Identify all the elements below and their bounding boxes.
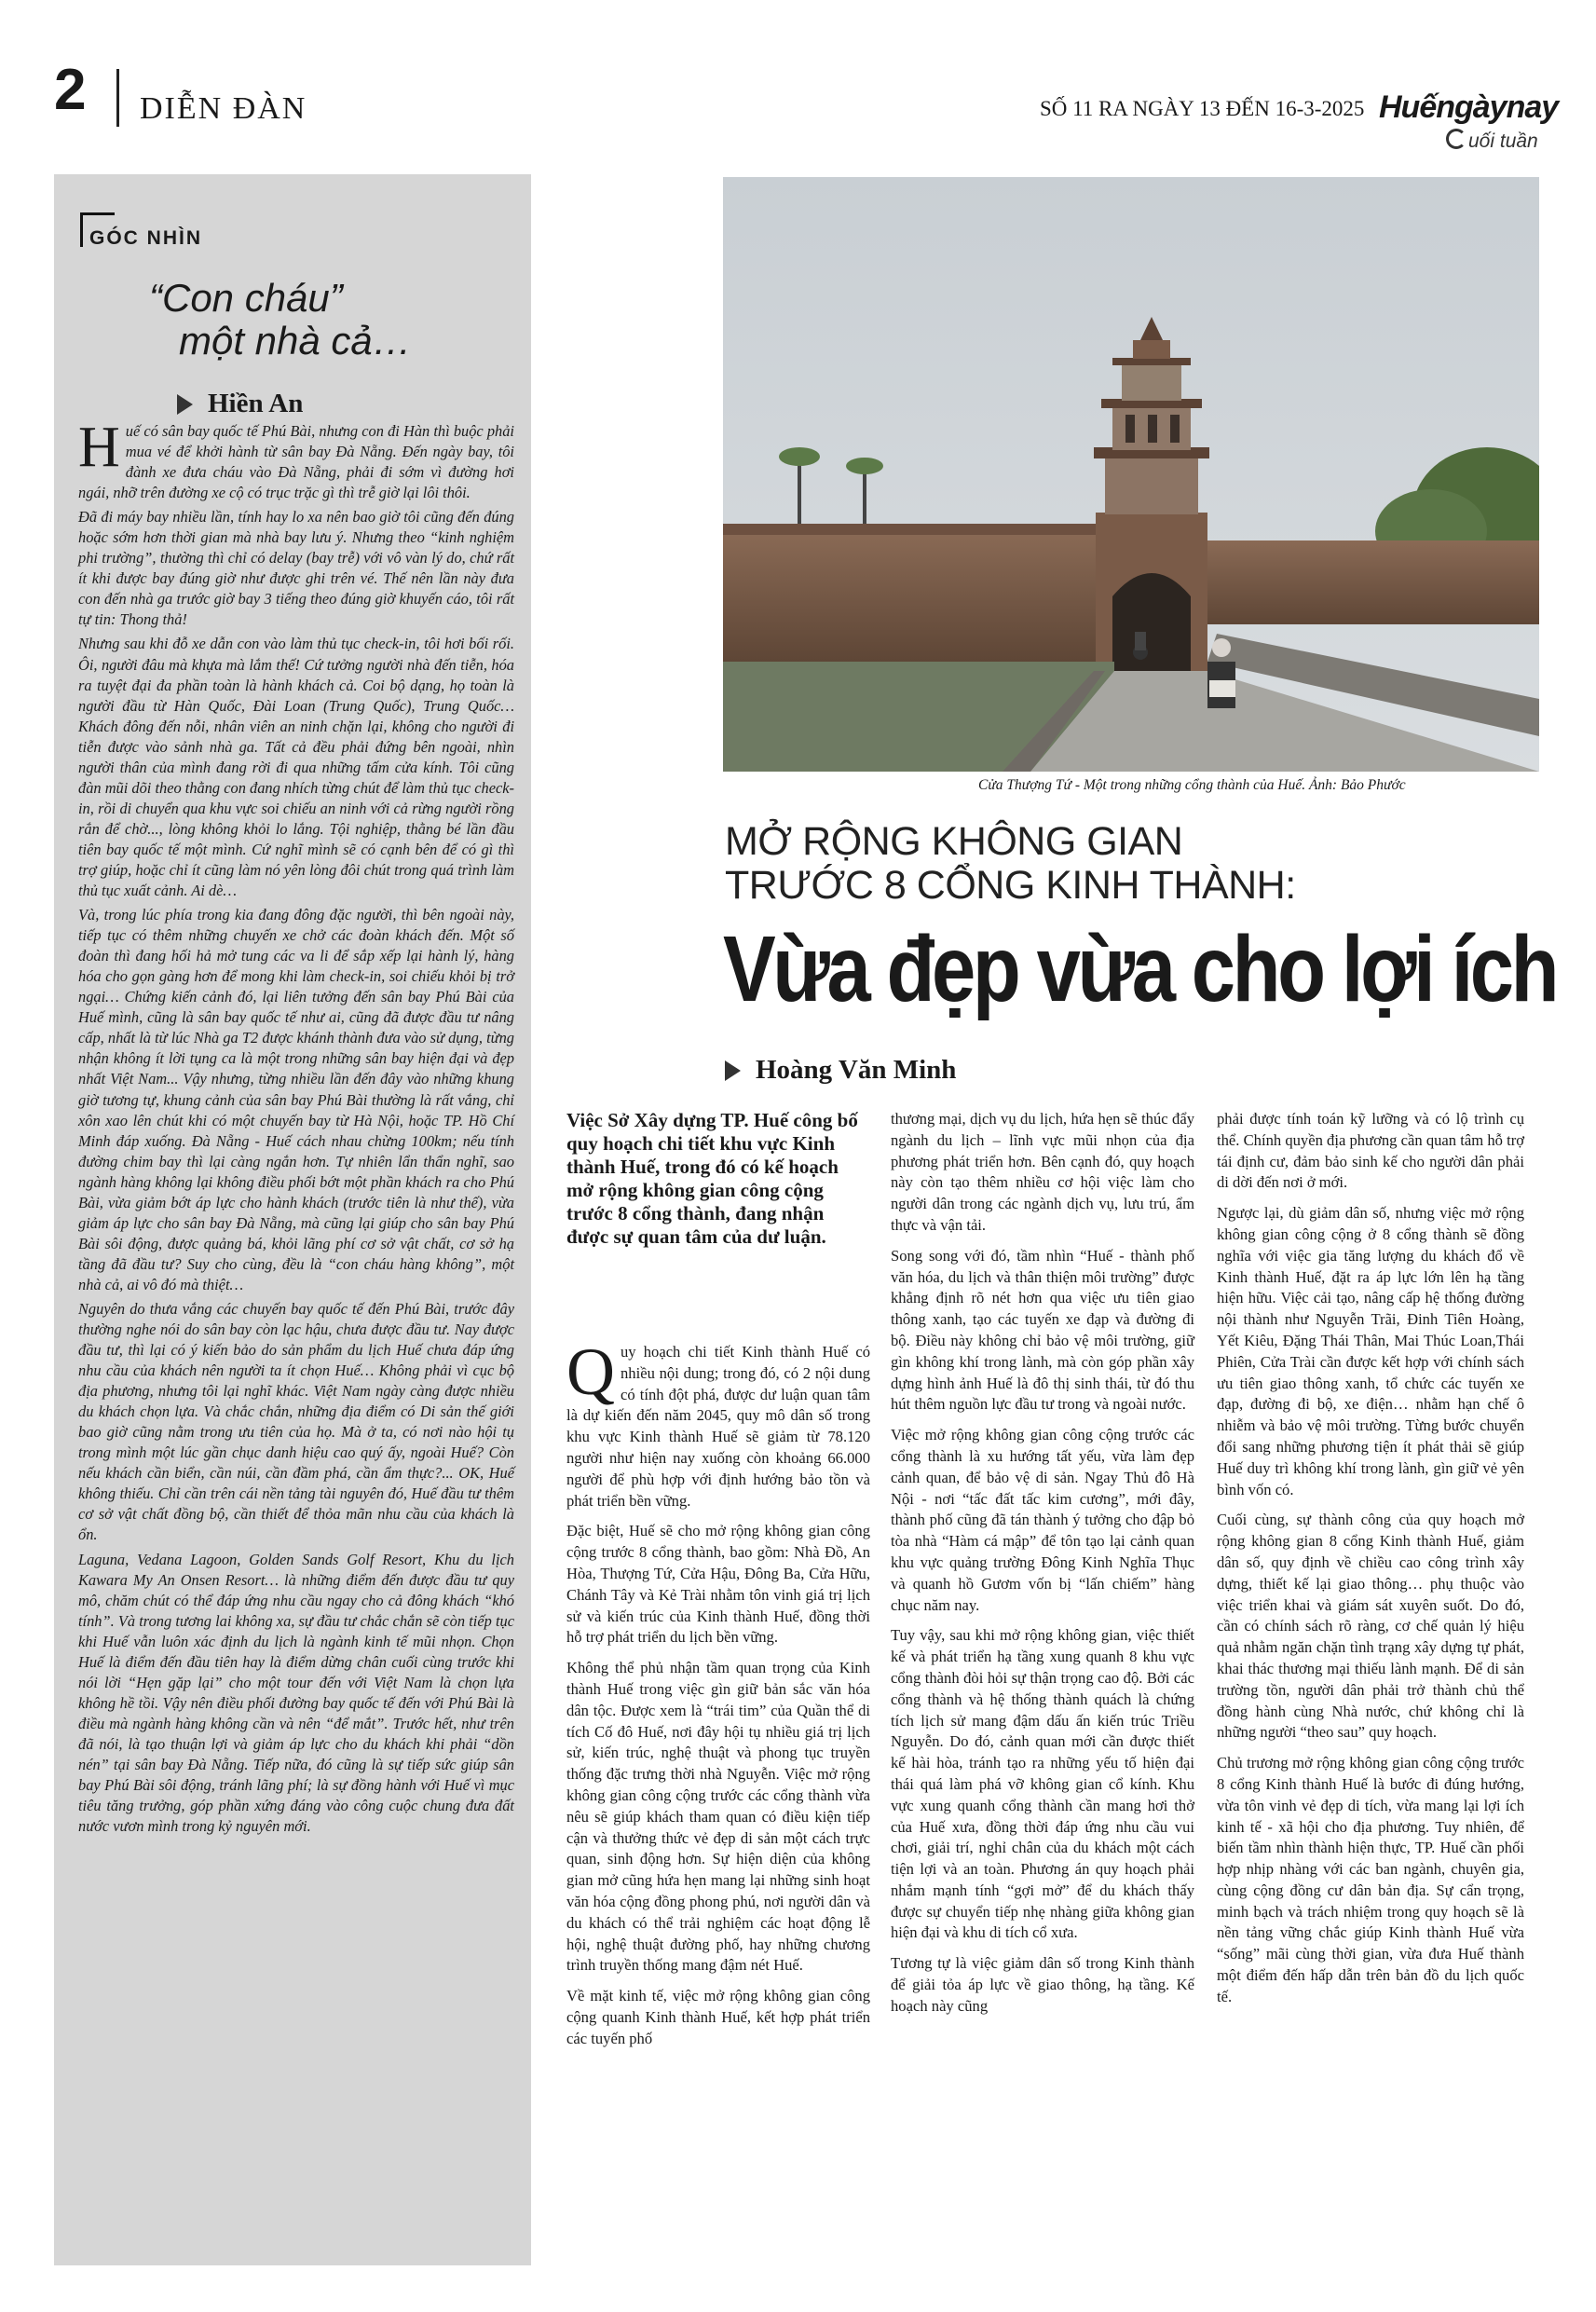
kicker-line1: MỞ RỘNG KHÔNG GIAN bbox=[725, 819, 1183, 864]
sidebar-paragraph-text: uế có sân bay quốc tế Phú Bài, nhưng con đi Hàn thì buộc phải mua vé để khởi hành từ sân bay Đà Nẵng. Đến ngày bay, tôi đành xe đưa cháu vào Đà Nẵng, phải đi sớm vì đường hơi ngái, nhỡ trên đường xe cộ có trục trặc gì thì trễ giờ lại lôi thôi. bbox=[78, 422, 514, 502]
sidebar-paragraph: Và, trong lúc phía trong kia đang đông đặc người, thì bên ngoài này, tiếp tục có thêm những chuyến xe chở các đoàn khách đến. Một số đoàn thì đang hối hả mở tung các va li để sắp xếp lại hành lý, hàng hóa cho gọn gàng hơn để mong khi làm check-in, soi chiếu khỏi bị trở ngại… Chứng kiến cảnh đó, lại liên tưởng đến sân bay Phú Bài của Huế mình, cũng là sân bay quốc tế như ai, cũng đã được đầu tư nâng cấp, nhất là từ lúc Nhà ga T2 được khánh thành đưa vào sử dụng, từng nhận không ít lời tụng ca là một trong những sân bay hiện đại và đẹp nhất Việt Nam... Vậy nhưng, từng nhiều lần đến đây vào những khung giờ tương tự, khung cảnh của sân bay Phú Bài thường là rất vắng, chỉ xôn xao lên chút khi có một chuyến bay từ Hà Nội, hoặc TP. Hồ Chí Minh đáp xuống. Đà Nẵng - Huế cách nhau chừng 100km; nếu tính đường chim bay thì lại càng ngắn hơn. Tự nhiên lẩn thẩn nghĩ, sao ngành hàng không lại không điều phối bớt một phần khách ra cho Phú Bài, vừa giảm bớt áp lực cho hành khách (trước tiên là như thế), vừa giảm áp lực cho sân bay Đà Nẵng, mà cũng lại giúp cho sân bay Phú Bài sôi động, được quảng bá, khỏi lãng phí cơ sở vật chất, cơ sở hạ tầng đã đầu tư? Suy cho cùng, đều là “con cháu hàng không”, một nhà cả, ai vô đó mà thiệt… bbox=[78, 906, 514, 1293]
article-paragraph: Ngược lại, dù giảm dân số, nhưng việc mở rộng không gian công cộng ở 8 cổng thành sẽ đồng nghĩa với việc gia tăng lượng du khách đổ về Kinh thành Huế, đặt ra áp lực lớn lên hạ tầng hiện hữu. Việc cải tạo, nâng cấp hệ thống đường nội thành như Nguyễn Trãi, Đinh Tiên Hoàng, Yết Kiêu, Đặng Thái Thân, Mai Thúc Loan,Thái Phiên, Cửa Trài cần được kết hợp với chính sách ưu tiên giao thông xanh, tổ chức các tuyến xe đạp, đường đi bộ, xe điện… nhằm hạn chế ô nhiễm và bảo vệ môi trường. Từng bước chuyển đổi sang những phương tiện ít phát thải sẽ giúp Huế duy trì không khí trong lành, gìn giữ vẻ yên bình vốn có. bbox=[1217, 1204, 1524, 1498]
sidebar-paragraph: Nguyên do thưa vắng các chuyến bay quốc tế đến Phú Bài, trước đây thường nghe nói do sân bay còn lạc hậu, chưa được đầu tư. Nay được đầu tư, thì lại có ý kiến bảo do sản phẩm du lịch Huế chưa đáp ứng nhu cầu của khách nên người ta ít chọn Huế… Không phải vì cục bộ địa phương, nhưng tôi lại nghĩ khác. Việt Nam ngày càng được nhiều du khách chọn lựa. Và chắc chắn, những địa điểm có Di sản thế giới bao giờ cũng nằm trong ưu tiên của họ. Mà ở ta, có nơi nào hội tụ trong mình một lúc gần chục danh hiệu cao quý ấy, ngoài Huế? Còn nếu khách cần biển, cần núi, cần đầm phá, cần ẩm thực?... OK, Huế không thiếu. Chỉ cần trên cái nền tảng tài nguyên đó, Huế đầu tư thêm cơ sở vật chất đồng bộ, cần thiết để thỏa mãn nhu cầu của khách là ổn. bbox=[78, 1299, 514, 1544]
sidebar-paragraph: Laguna, Vedana Lagoon, Golden Sands Golf Resort, Khu du lịch Kawara My An Onsen Resort… là những điểm đến được đầu tư quy mô, chăm chút có thể đáp ứng nhu cầu ngay cho cả đông khách “khó tính”. Và trong tương lai không xa, sự đầu tư chắc chắn sẽ còn tiếp tục khi Huế vẫn luôn xác định du lịch là ngành kinh tế mũi nhọn. Chọn Huế là điểm đến đầu tiên hay là điểm dừng chân cuối cùng trước khi nói lời “Hẹn gặp lại” cho một tour đến với Việt Nam là chọn lựa không hề tồi. Vậy nên điều phối đường bay quốc tế đến với Phú Bài là điều mà ngành hàng không cần và nên “để mắt”. Trước hết, như trên đã nói, là tạo thuận lợi và giảm áp lực cho du khách khi phải “dồn nén” tại sân bay Đà Nẵng. Tiếp nữa, đó cũng là sự tiếp sức giúp sân bay Phú Bài sôi động, tránh lãng phí; là sự đồng hành với Huế vì mục tiêu tăng trưởng, góp phần xứng đáng vào công cuộc chung đưa đất nước vươn mình trong kỷ nguyên mới. bbox=[78, 1550, 514, 1836]
article-paragraph: phải được tính toán kỹ lưỡng và có lộ trình cụ thể. Chính quyền địa phương cần quan tâm hỗ trợ tái định cư, đảm bảo sinh kế cho người dân phải di dời đến nơi ở mới. bbox=[1217, 1110, 1524, 1192]
article-column-1 bbox=[566, 1334, 870, 2059]
byline-arrow-icon bbox=[177, 394, 193, 415]
sidebar-paragraph: Nhưng sau khi đỗ xe dẫn con vào làm thủ tục check-in, tôi hơi bối rối. Ôi, người đâu mà khựa mà lắm thế! Cứ tưởng người nhà đến tiễn, hóa ra tuyệt đại đa phần toàn là hành khách cả. Coi bộ dạng, họ toàn là người đầu từ Hàn Quốc, Đài Loan (Trung Quốc), Trung Quốc… Khách đông đến nỗi, nhân viên an ninh chặn lại, không cho người đi tiễn được vào sảnh nhà ga. Tất cả đều phải đứng bên ngoài, nhìn người thân của mình đang rời đi qua những tấm cửa kính. Tôi cũng đàn mũi dõi theo thằng con đang nhích từng chút để làm thủ tục check-in, rồi di chuyển qua khu vực soi chiếu an ninh với cả rừng người rồng rắn để chờ..., lòng không khỏi lo lắng. Tội nghiệp, thằng bé lần đầu tiên bay quốc tế một mình. Cứ nghĩ mình sẽ có cạnh bên để có gì thì trợ giúp, hoặc chỉ ít cũng làm nó yên lòng đôi chút trong quá trình làm thủ tục xuất cảnh. Ai dè… bbox=[78, 635, 514, 900]
brand-logo: Huếngàynay bbox=[1379, 89, 1559, 125]
article-column-2 bbox=[891, 1109, 1194, 2027]
citadel-gate-illustration bbox=[723, 177, 1539, 772]
column-title-line2: một nhà cả… bbox=[179, 319, 412, 363]
brand-c-icon bbox=[1446, 129, 1466, 149]
article-author: Hoàng Văn Minh bbox=[756, 1055, 957, 1085]
article-paragraph: Về mặt kinh tế, việc mở rộng không gian công cộng quanh Kinh thành Huế, kết hợp phát triển các tuyến phố bbox=[566, 1987, 870, 2047]
sidebar-author: Hiền An bbox=[208, 389, 304, 418]
article-paragraph: Không thể phủ nhận tầm quan trọng của Kinh thành Huế trong việc gìn giữ bản sắc văn hóa dân tộc. Được xem là “trái tim” của Quần thể di tích Cố đô Huế, nơi đây hội tụ nhiều giá trị lịch sử, kiến trúc, nghệ thuật và phong tục truyền thống đặc trưng thời nhà Nguyễn. Việc mở rộng không gian công cộng trước các cổng thành vừa nêu sẽ giúp khách tham quan có điều kiện tiếp cận và thưởng thức vẻ đẹp di sản một cách trực quan, sinh động hơn. Sự hiện diện của không gian mở cũng hứa hẹn mang lại những sinh hoạt văn hóa cộng đồng phong phú, nơi người dân và du khách có thể trải nghiệm các hoạt động lễ hội, nghệ thuật đường phố, hay những chương trình truyền thống mang đậm nét Huế. bbox=[566, 1659, 870, 1975]
header-divider bbox=[116, 69, 119, 127]
section-title: DIỄN ĐÀN bbox=[140, 91, 307, 126]
article-kicker bbox=[725, 820, 1296, 908]
byline-arrow-icon bbox=[725, 1060, 741, 1081]
sidebar-dropcap: H bbox=[78, 416, 120, 479]
sidebar-body bbox=[78, 416, 514, 1840]
article-paragraph: Tuy vậy, sau khi mở rộng không gian, việc thiết kế và phát triển hạ tầng xung quanh 8 khu vực cổng thành đòi hỏi sự thận trọng cao độ. Bởi các cổng thành và hệ thống thành quách là chứng tích lịch sử mang đậm dấu ấn kiến trúc Triều Nguyễn. Do đó, cảnh quan mới cần được thiết kế hài hòa, tránh tạo ra những yếu tố hiện đại thái quá làm phá vỡ không gian cổ kính. Khu vực xung quanh cổng thành cần mang hơi thở của Huế xưa, đồng thời đáp ứng nhu cầu vui chơi, giải trí, nghỉ chân của du khách một cách tiện lợi và an toàn. Phương án quy hoạch phải nhắm mạnh tính “gợi mở” để du khách thấy được sự chuyển tiếp nhẹ nhàng giữa không gian hiện đại và khu di tích cổ xưa. bbox=[891, 1626, 1194, 1942]
sidebar-byline bbox=[177, 389, 303, 419]
article-paragraph: Việc mở rộng không gian công cộng trước các cổng thành là xu hướng tất yếu, vừa làm đẹp cảnh quan, để bảo vệ di sản. Ngay Thủ đô Hà Nội - nơi “tấc đất tấc kim cương”, mới đây, thành phố cũng đã tán thành ý tưởng cho đập bỏ tòa nhà “Hàm cá mập” để tôn tạo lại cảnh quan khu vực quảng trường Đông Kinh Nghĩa Thục và quanh hồ Gươm vốn bị “lấn chiếm” hàng chục năm nay. bbox=[891, 1426, 1194, 1614]
article-paragraph: Cuối cùng, sự thành công của quy hoạch mở rộng không gian 8 cổng Kinh thành Huế, giảm dân số, quy định về chiều cao công trình xây dựng, thiết kế lại giao thông… phụ thuộc vào việc triển khai và giám sát xuyên suốt. Do đó, cần có chính sách rõ ràng, cơ chế quản lý hiệu quả nhằm ngăn chặn tình trạng xây dựng tự phát, khai thác thương mại thiếu lành mạnh. Để di sản trường tồn, người dân phải trở thành chủ thể đồng hành cùng Nhà nước, chứ không chỉ là những người “theo sau” quy hoạch. bbox=[1217, 1511, 1524, 1742]
article-byline bbox=[725, 1055, 956, 1086]
article-paragraph bbox=[566, 1334, 870, 1512]
article-headline: Vừa đẹp vừa cho lợi ích bbox=[723, 917, 1557, 1021]
article-paragraph: Đặc biệt, Huế sẽ cho mở rộng không gian công cộng trước 8 cổng thành, bao gồm: Nhà Đồ, An Hòa, Thượng Tứ, Cửa Hậu, Đông Ba, Cửa Hữu, Chánh Tây và Kẻ Trài nhằm tôn vinh giá trị lịch sử và kiến trúc của Kinh thành Huế, đồng thời hỗ trợ phát triển du lịch bền vững. bbox=[566, 1522, 870, 1647]
sidebar-paragraph bbox=[78, 416, 514, 503]
article-column-3 bbox=[1217, 1109, 1524, 2018]
article-paragraph: Tương tự là việc giảm dân số trong Kinh thành để giải tỏa áp lực về giao thông, hạ tầng. Kế hoạch này cũng bbox=[891, 1954, 1194, 2015]
article-paragraph: Chủ trương mở rộng không gian công cộng trước 8 cổng Kinh thành Huế là bước đi đúng hướng, vừa tôn vinh vẻ đẹp di tích, vừa mang lại lợi ích kinh tế - xã hội cho địa phương. Tuy nhiên, để biến tầm nhìn thành hiện thực, TP. Huế cần phối hợp nhịp nhàng với các ban ngành, chuyên gia, cùng cộng đồng cư dân bản địa. Sự cẩn trọng, minh bạch và trách nhiệm trong quy hoạch sẽ là nền tảng vững chắc giúp Kinh thành Huế vừa “sống” mãi cùng thời gian, vừa đưa Huế thành một điểm đến hấp dẫn trên bản đồ du lịch quốc tế. bbox=[1217, 1754, 1524, 2005]
brand-subtitle bbox=[1446, 129, 1538, 153]
kicker-line2: TRƯỚC 8 CỔNG KINH THÀNH: bbox=[725, 863, 1296, 908]
article-paragraph: Song song với đó, tầm nhìn “Huế - thành phố văn hóa, du lịch và thân thiện môi trường” được khẳng định rõ nét hơn qua việc ưu tiên giao thông xanh, tạo các tuyến xe đạp và đường đi bộ. Điều này không chỉ bảo vệ môi trường, giữ gìn không khí trong lành, mà còn góp phần xây dựng hình ảnh Huế là đô thị sinh thái, từ đó thu hút thêm nguồn lực đầu tư trong và ngoài nước. bbox=[891, 1246, 1194, 1414]
article-paragraph: thương mại, dịch vụ du lịch, hứa hẹn sẽ thúc đẩy ngành du lịch – lĩnh vực mũi nhọn của địa phương phát triển hơn. Bên cạnh đó, quy hoạch này còn tạo thêm nhiều cơ hội việc làm cho người dân trong các ngành dịch vụ, lưu trú, ẩm thực và vận tải. bbox=[891, 1110, 1194, 1234]
brand-subtitle-text: uối tuần bbox=[1468, 130, 1538, 152]
article-lead: Việc Sở Xây dựng TP. Huế công bố quy hoạch chi tiết khu vực Kinh thành Huế, trong đó có kế hoạch mở rộng không gian công cộng trước 8 cổng thành, đang nhận được sự quan tâm của dư luận. bbox=[566, 1109, 858, 1248]
column-label: GÓC NHÌN bbox=[89, 227, 202, 249]
column-title-line1: “Con cháu” bbox=[149, 276, 343, 320]
sidebar-paragraph: Đã đi máy bay nhiều lần, tính hay lo xa nên bao giờ tôi cũng đến đúng hoặc sớm hơn thời gian mà nhà bay lưu ý. Nhưng theo “kinh nghiệm phi trường”, thường thì chỉ có delay (bay trễ) với vô vàn lý do, chứ rất ít khi được bay đúng giờ như được ghi trên vé. Thế nên lần này đưa con đến nhà ga trước giờ bay 3 tiếng theo đúng giờ khuyến cáo, tôi rất tự tin: Thong thả! bbox=[78, 508, 514, 629]
article-dropcap: Q bbox=[566, 1334, 615, 1409]
column-title bbox=[149, 277, 412, 363]
photo-caption: Cửa Thượng Tứ - Một trong những cổng thành của Huế. Ảnh: Bảo Phước bbox=[978, 777, 1406, 793]
page-number: 2 bbox=[54, 58, 87, 122]
article-photo bbox=[723, 177, 1539, 772]
article-paragraph-text: uy hoạch chi tiết Kinh thành Huế có nhiều nội dung; trong đó, có 2 nội dung có tính đột phá, được dư luận quan tâm là dự kiến đến năm 2045, quy mô dân số trong khu vực Kinh thành Huế sẽ giảm từ 78.120 người như hiện nay xuống còn khoảng 66.000 người để phù hợp với định hướng bảo tồn và phát triển bền vững. bbox=[566, 1343, 870, 1510]
issue-info: SỐ 11 RA NGÀY 13 ĐẾN 16-3-2025 bbox=[1040, 97, 1365, 120]
